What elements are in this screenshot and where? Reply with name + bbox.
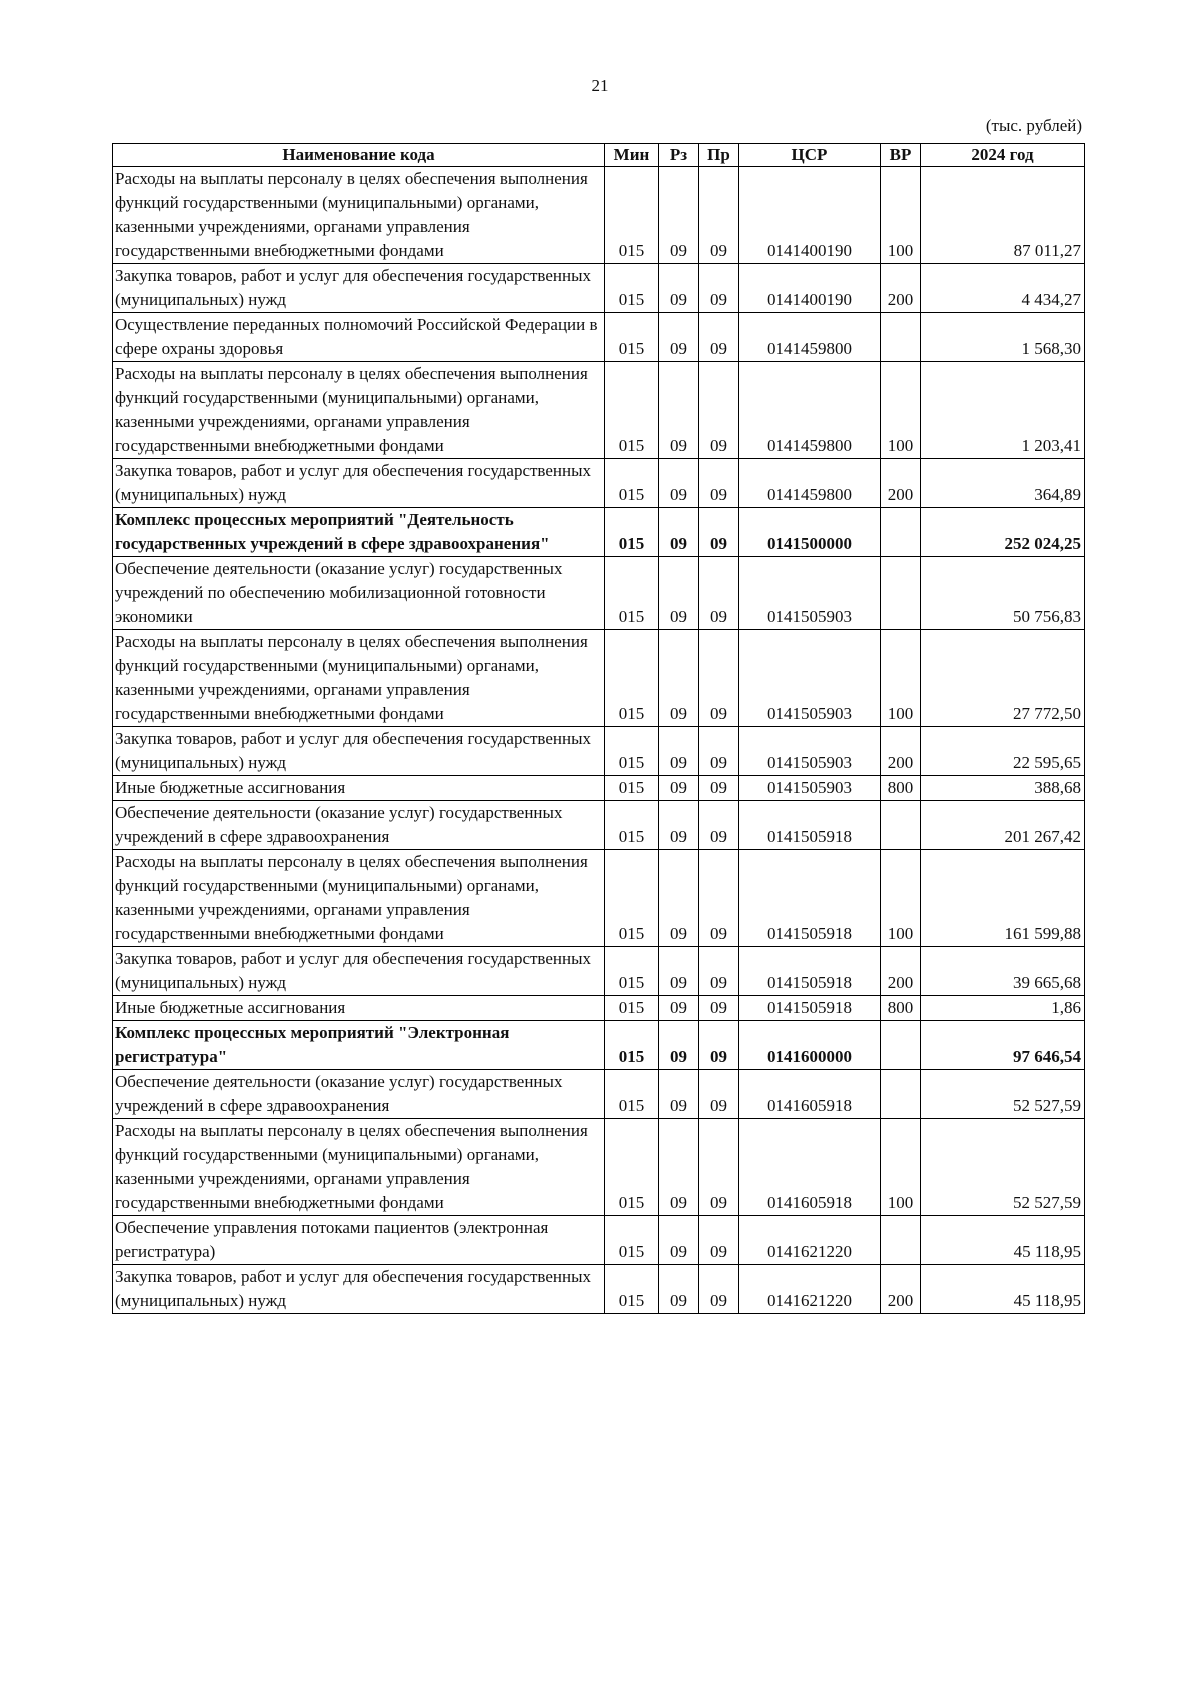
cell-min: 015 [605, 362, 659, 459]
table-row [113, 1216, 1085, 1265]
cell-vr: 100 [881, 630, 921, 727]
cell-min: 015 [605, 313, 659, 362]
cell-rz: 09 [659, 776, 699, 801]
cell-vr [881, 313, 921, 362]
cell-pr: 09 [699, 1021, 739, 1070]
cell-csr: 0141505918 [739, 801, 881, 850]
cell-rz: 09 [659, 1021, 699, 1070]
cell-name: Обеспечение управления потоками пациентов (электронная регистратура) [113, 1216, 605, 1265]
table-row [113, 801, 1085, 850]
cell-min: 015 [605, 557, 659, 630]
cell-min: 015 [605, 1265, 659, 1314]
table-row [113, 508, 1085, 557]
cell-rz: 09 [659, 167, 699, 264]
cell-pr: 09 [699, 727, 739, 776]
cell-name: Расходы на выплаты персоналу в целях обеспечения выполнения функций государственными (муниципальными) органами, казенными учреждениями, органами управления государственными внебюджетными фондами [113, 1119, 605, 1216]
cell-pr: 09 [699, 313, 739, 362]
cell-name: Осуществление переданных полномочий Российской Федерации в сфере охраны здоровья [113, 313, 605, 362]
cell-rz: 09 [659, 630, 699, 727]
cell-amount: 39 665,68 [921, 947, 1085, 996]
cell-min: 015 [605, 1021, 659, 1070]
cell-csr: 0141459800 [739, 459, 881, 508]
table-row [113, 167, 1085, 264]
cell-amount: 52 527,59 [921, 1119, 1085, 1216]
cell-rz: 09 [659, 264, 699, 313]
cell-csr: 0141600000 [739, 1021, 881, 1070]
cell-csr: 0141505903 [739, 727, 881, 776]
cell-name: Комплекс процессных мероприятий "Электронная регистратура" [113, 1021, 605, 1070]
cell-vr: 200 [881, 459, 921, 508]
table-row [113, 996, 1085, 1021]
cell-rz: 09 [659, 996, 699, 1021]
cell-vr [881, 508, 921, 557]
cell-pr: 09 [699, 557, 739, 630]
cell-amount: 50 756,83 [921, 557, 1085, 630]
table-row [113, 1265, 1085, 1314]
cell-name: Обеспечение деятельности (оказание услуг) государственных учреждений в сфере здравоохранения [113, 801, 605, 850]
cell-amount: 45 118,95 [921, 1216, 1085, 1265]
cell-csr: 0141400190 [739, 167, 881, 264]
cell-pr: 09 [699, 508, 739, 557]
table-row [113, 850, 1085, 947]
cell-name: Закупка товаров, работ и услуг для обеспечения государственных (муниципальных) нужд [113, 1265, 605, 1314]
cell-amount: 1 568,30 [921, 313, 1085, 362]
table-row [113, 264, 1085, 313]
header-rz: Рз [659, 144, 699, 167]
cell-name: Расходы на выплаты персоналу в целях обеспечения выполнения функций государственными (муниципальными) органами, казенными учреждениями, органами управления государственными внебюджетными фондами [113, 630, 605, 727]
cell-csr: 0141605918 [739, 1070, 881, 1119]
cell-amount: 252 024,25 [921, 508, 1085, 557]
cell-rz: 09 [659, 459, 699, 508]
cell-pr: 09 [699, 776, 739, 801]
cell-csr: 0141505903 [739, 630, 881, 727]
header-year: 2024 год [921, 144, 1085, 167]
cell-name: Обеспечение деятельности (оказание услуг) государственных учреждений по обеспечению мобилизационной готовности экономики [113, 557, 605, 630]
units-note: (тыс. рублей) [985, 116, 1082, 135]
table-row [113, 776, 1085, 801]
header-min: Мин [605, 144, 659, 167]
cell-rz: 09 [659, 850, 699, 947]
cell-min: 015 [605, 167, 659, 264]
cell-vr [881, 557, 921, 630]
cell-pr: 09 [699, 362, 739, 459]
cell-csr: 0141400190 [739, 264, 881, 313]
cell-pr: 09 [699, 459, 739, 508]
cell-name: Иные бюджетные ассигнования [113, 996, 605, 1021]
cell-pr: 09 [699, 850, 739, 947]
cell-min: 015 [605, 727, 659, 776]
cell-pr: 09 [699, 1216, 739, 1265]
table-row [113, 1021, 1085, 1070]
cell-csr: 0141459800 [739, 313, 881, 362]
cell-rz: 09 [659, 508, 699, 557]
cell-name: Иные бюджетные ассигнования [113, 776, 605, 801]
cell-amount: 1 203,41 [921, 362, 1085, 459]
cell-vr [881, 801, 921, 850]
cell-pr: 09 [699, 1070, 739, 1119]
table-row [113, 313, 1085, 362]
cell-csr: 0141505903 [739, 776, 881, 801]
cell-rz: 09 [659, 947, 699, 996]
cell-vr: 800 [881, 776, 921, 801]
cell-name: Обеспечение деятельности (оказание услуг) государственных учреждений в сфере здравоохранения [113, 1070, 605, 1119]
cell-pr: 09 [699, 167, 739, 264]
table-row [113, 557, 1085, 630]
table-row [113, 362, 1085, 459]
cell-min: 015 [605, 1070, 659, 1119]
cell-csr: 0141459800 [739, 362, 881, 459]
cell-name: Закупка товаров, работ и услуг для обеспечения государственных (муниципальных) нужд [113, 459, 605, 508]
cell-amount: 97 646,54 [921, 1021, 1085, 1070]
cell-name: Расходы на выплаты персоналу в целях обеспечения выполнения функций государственными (муниципальными) органами, казенными учреждениями, органами управления государственными внебюджетными фондами [113, 362, 605, 459]
cell-rz: 09 [659, 362, 699, 459]
cell-amount: 364,89 [921, 459, 1085, 508]
cell-pr: 09 [699, 801, 739, 850]
cell-name: Закупка товаров, работ и услуг для обеспечения государственных (муниципальных) нужд [113, 264, 605, 313]
cell-pr: 09 [699, 264, 739, 313]
cell-vr: 100 [881, 850, 921, 947]
table-body [113, 167, 1085, 1314]
cell-pr: 09 [699, 947, 739, 996]
cell-pr: 09 [699, 1265, 739, 1314]
cell-min: 015 [605, 996, 659, 1021]
cell-csr: 0141500000 [739, 508, 881, 557]
cell-min: 015 [605, 459, 659, 508]
cell-vr: 200 [881, 947, 921, 996]
table-row [113, 630, 1085, 727]
cell-vr: 800 [881, 996, 921, 1021]
cell-min: 015 [605, 1119, 659, 1216]
cell-csr: 0141605918 [739, 1119, 881, 1216]
cell-min: 015 [605, 947, 659, 996]
cell-name: Расходы на выплаты персоналу в целях обеспечения выполнения функций государственными (муниципальными) органами, казенными учреждениями, органами управления государственными внебюджетными фондами [113, 850, 605, 947]
cell-min: 015 [605, 850, 659, 947]
table-row [113, 727, 1085, 776]
cell-csr: 0141621220 [739, 1216, 881, 1265]
cell-vr: 100 [881, 1119, 921, 1216]
cell-vr [881, 1021, 921, 1070]
cell-amount: 4 434,27 [921, 264, 1085, 313]
cell-min: 015 [605, 630, 659, 727]
cell-name: Закупка товаров, работ и услуг для обеспечения государственных (муниципальных) нужд [113, 727, 605, 776]
cell-vr: 100 [881, 362, 921, 459]
cell-csr: 0141505918 [739, 996, 881, 1021]
cell-pr: 09 [699, 996, 739, 1021]
cell-vr: 200 [881, 727, 921, 776]
page-number: 21 [591, 76, 609, 95]
cell-min: 015 [605, 776, 659, 801]
cell-pr: 09 [699, 1119, 739, 1216]
cell-vr: 200 [881, 264, 921, 313]
cell-rz: 09 [659, 557, 699, 630]
cell-min: 015 [605, 801, 659, 850]
cell-amount: 1,86 [921, 996, 1085, 1021]
cell-min: 015 [605, 1216, 659, 1265]
cell-name: Закупка товаров, работ и услуг для обеспечения государственных (муниципальных) нужд [113, 947, 605, 996]
header-csr: ЦСР [739, 144, 881, 167]
cell-csr: 0141621220 [739, 1265, 881, 1314]
cell-amount: 87 011,27 [921, 167, 1085, 264]
cell-csr: 0141505918 [739, 947, 881, 996]
table-row [113, 1070, 1085, 1119]
cell-rz: 09 [659, 801, 699, 850]
table-header-row [113, 144, 1085, 167]
table-row [113, 459, 1085, 508]
cell-rz: 09 [659, 1119, 699, 1216]
cell-amount: 388,68 [921, 776, 1085, 801]
cell-rz: 09 [659, 1265, 699, 1314]
cell-csr: 0141505918 [739, 850, 881, 947]
cell-name: Расходы на выплаты персоналу в целях обеспечения выполнения функций государственными (муниципальными) органами, казенными учреждениями, органами управления государственными внебюджетными фондами [113, 167, 605, 264]
cell-rz: 09 [659, 1070, 699, 1119]
cell-rz: 09 [659, 727, 699, 776]
cell-rz: 09 [659, 313, 699, 362]
cell-amount: 161 599,88 [921, 850, 1085, 947]
cell-rz: 09 [659, 1216, 699, 1265]
header-pr: Пр [699, 144, 739, 167]
table-row [113, 1119, 1085, 1216]
cell-vr: 200 [881, 1265, 921, 1314]
budget-table [112, 143, 1085, 1314]
cell-amount: 22 595,65 [921, 727, 1085, 776]
table-row [113, 947, 1085, 996]
cell-amount: 201 267,42 [921, 801, 1085, 850]
header-name: Наименование кода [113, 144, 605, 167]
cell-amount: 27 772,50 [921, 630, 1085, 727]
cell-name: Комплекс процессных мероприятий "Деятельность государственных учреждений в сфере здравоохранения" [113, 508, 605, 557]
cell-min: 015 [605, 264, 659, 313]
cell-pr: 09 [699, 630, 739, 727]
cell-min: 015 [605, 508, 659, 557]
cell-vr: 100 [881, 167, 921, 264]
cell-vr [881, 1070, 921, 1119]
header-vr: ВР [881, 144, 921, 167]
cell-csr: 0141505903 [739, 557, 881, 630]
cell-amount: 45 118,95 [921, 1265, 1085, 1314]
cell-amount: 52 527,59 [921, 1070, 1085, 1119]
cell-vr [881, 1216, 921, 1265]
